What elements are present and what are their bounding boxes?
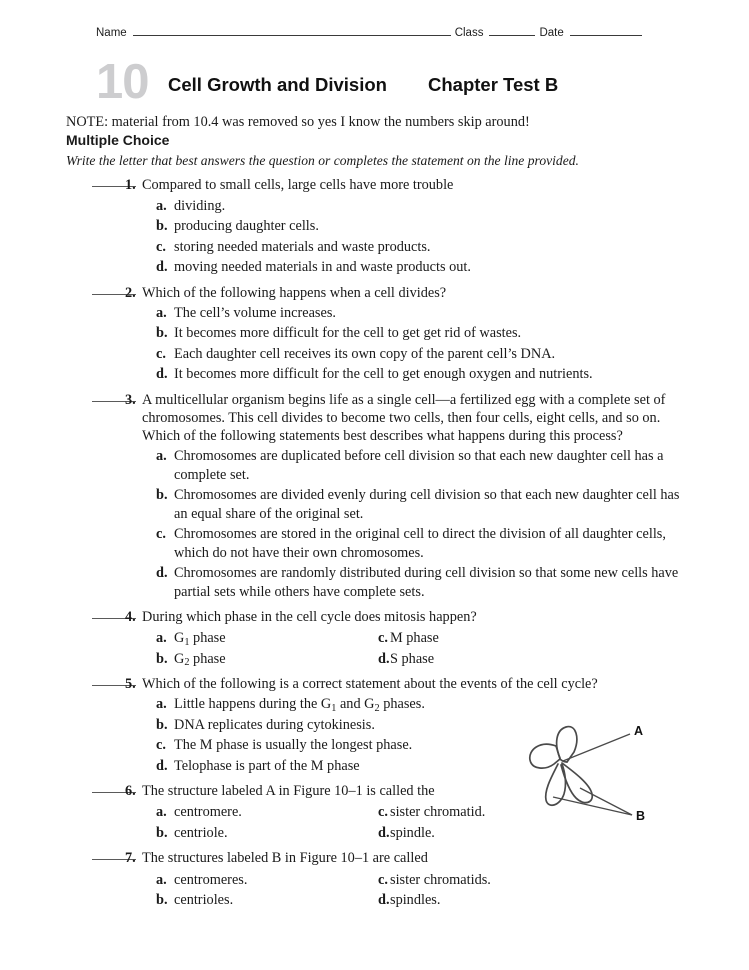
choice-list [142, 304, 682, 384]
choice-option[interactable] [378, 650, 682, 668]
choice-option[interactable] [142, 258, 682, 276]
choice-option[interactable] [142, 304, 682, 322]
choice-text: spindle. [390, 824, 435, 841]
choice-text: producing daughter cells. [174, 218, 319, 235]
subscript: 2 [374, 702, 380, 714]
chapter-number: 10 [96, 55, 149, 109]
choice-option[interactable] [142, 447, 682, 484]
choice-text: The cell’s volume increases. [174, 304, 336, 321]
choice-option[interactable] [142, 365, 682, 383]
question-stem: Which of the following is a correct statement about the events of the cell cycle? [142, 676, 598, 693]
question-item [66, 608, 682, 668]
choice-letter: c. [156, 238, 166, 255]
figure-label-b: B [636, 809, 646, 823]
question-number: 1. [125, 177, 136, 194]
choice-letter: c. [156, 526, 166, 543]
choice-text: centriole. [174, 824, 228, 841]
question-stem: Compared to small cells, large cells have more trouble [142, 177, 454, 194]
choice-option[interactable] [142, 650, 378, 668]
choice-option[interactable] [142, 803, 378, 821]
question-number: 7. [125, 850, 136, 867]
choice-letter: c. [378, 871, 388, 888]
figure-label-a: A [634, 724, 644, 738]
question-stem: The structure labeled A in Figure 10–1 is called the [142, 783, 435, 800]
question-item [66, 849, 682, 909]
choice-text: S phase [390, 650, 435, 667]
pointer-line-a [563, 734, 630, 761]
date-label: Date [539, 27, 564, 39]
choice-text: Telophase is part of the M phase [174, 757, 360, 774]
choice-text: $G_1$ phase [174, 630, 226, 648]
choice-option[interactable] [142, 629, 378, 647]
choice-text: It becomes more difficult for the cell to get enough oxygen and nutrients. [174, 366, 593, 383]
choice-text: dividing. [174, 197, 226, 214]
choice-text: Chromosomes are stored in the original cell to direct the division of all daughter cells, which do not have their own chromosomes. [174, 526, 666, 561]
choice-text: Chromosomes are randomly distributed during cell division so that some new cells have partial sets while others have complete sets. [174, 565, 679, 600]
question-stem: The structures labeled B in Figure 10–1 are called [142, 850, 428, 867]
choice-option[interactable] [142, 871, 378, 889]
choice-text: centromeres. [174, 871, 248, 888]
section-directions: Write the letter that best answers the question or completes the statement on the line provided. [66, 153, 579, 169]
choice-text: DNA replicates during cytokinesis. [174, 716, 375, 733]
choice-option[interactable] [142, 525, 682, 562]
author-note: NOTE: material from 10.4 was removed so yes I know the numbers skip around! [66, 114, 530, 130]
choice-option[interactable] [142, 238, 682, 256]
choice-letter: d. [156, 757, 168, 774]
choice-letter: d. [378, 650, 390, 667]
choice-text: spindles. [390, 892, 441, 909]
question-number: 5. [125, 676, 136, 693]
choice-option[interactable] [378, 891, 682, 909]
choice-letter: a. [156, 630, 167, 647]
choice-letter: d. [156, 259, 168, 276]
subscript: 1 [184, 636, 190, 648]
choice-option[interactable] [142, 695, 682, 713]
question-stem: During which phase in the cell cycle does mitosis happen? [142, 608, 477, 625]
choice-text: Chromosomes are duplicated before cell division so that each new daughter cell has a complete set. [174, 448, 664, 483]
choice-letter: d. [378, 824, 390, 841]
choice-letter: a. [156, 696, 167, 713]
choice-letter: a. [156, 448, 167, 465]
name-write-in-line[interactable] [133, 24, 451, 36]
question-number: 3. [125, 391, 136, 408]
choice-text: sister chromatids. [390, 871, 491, 888]
choice-list [142, 627, 682, 668]
choice-letter: d. [156, 366, 168, 383]
choice-option[interactable] [142, 564, 682, 601]
choice-letter: a. [156, 804, 167, 821]
choice-text: The M phase is usually the longest phase. [174, 737, 413, 754]
question-number: 4. [125, 608, 136, 625]
question-item [66, 176, 682, 276]
question-item [66, 284, 682, 384]
choice-text: storing needed materials and waste products. [174, 238, 431, 255]
question-number: 2. [125, 284, 136, 301]
choice-letter: c. [156, 737, 166, 754]
choice-option[interactable] [142, 217, 682, 235]
choice-letter: c. [378, 630, 388, 647]
choice-letter: b. [156, 892, 168, 909]
choice-letter: d. [156, 565, 168, 582]
choice-letter: b. [156, 487, 168, 504]
choice-letter: d. [378, 892, 390, 909]
choice-list [142, 197, 682, 277]
choice-option[interactable] [142, 486, 682, 523]
choice-letter: b. [156, 650, 168, 667]
choice-text: moving needed materials in and waste products out. [174, 259, 471, 276]
choice-text: Each daughter cell receives its own copy of the parent cell’s DNA. [174, 345, 556, 362]
question-stem: A multicellular organism begins life as a single cell—a fertilized egg with a complete set of chromosomes. This cell divides to become two cells, then four cells, eight cells, and so on. Which of the following statements best describes what happens during this process? [142, 391, 666, 445]
choice-option[interactable] [142, 197, 682, 215]
choice-option[interactable] [142, 345, 682, 363]
figure-10-1 [512, 714, 662, 832]
choice-letter: a. [156, 871, 167, 888]
choice-list [142, 869, 682, 910]
choice-letter: a. [156, 197, 167, 214]
choice-text: Little happens during the $G_1$ and $G_2$ phases. [174, 696, 425, 714]
choice-text: $G_2$ phase [174, 650, 226, 669]
section-heading: Multiple Choice [66, 132, 170, 149]
choice-option[interactable] [378, 871, 682, 889]
choice-option[interactable] [142, 891, 378, 909]
choice-letter: c. [156, 345, 166, 362]
choice-letter: c. [378, 804, 388, 821]
choice-letter: b. [156, 218, 168, 235]
question-item [66, 391, 682, 601]
choice-option[interactable] [378, 629, 682, 647]
test-label: Chapter Test B [428, 74, 559, 95]
choice-text: centromere. [174, 804, 242, 821]
choice-letter: a. [156, 304, 167, 321]
choice-text: centrioles. [174, 892, 234, 909]
choice-list [142, 447, 682, 601]
name-label: Name [96, 27, 127, 39]
title-band [96, 55, 656, 109]
choice-text: It becomes more difficult for the cell to get get rid of wastes. [174, 325, 522, 342]
subscript: 1 [331, 702, 337, 714]
choice-text: M phase [390, 630, 439, 647]
question-stem: Which of the following happens when a cell divides? [142, 284, 447, 301]
student-info-line [96, 24, 656, 39]
choice-option[interactable] [142, 824, 378, 842]
choice-text: Chromosomes are divided evenly during cell division so that each new daughter cell has an equal share of the original set. [174, 487, 680, 522]
choice-letter: b. [156, 325, 168, 342]
subscript: 2 [184, 657, 190, 669]
class-write-in-line[interactable] [489, 24, 535, 36]
class-label: Class [454, 27, 484, 39]
choice-letter: b. [156, 716, 168, 733]
question-number: 6. [125, 783, 136, 800]
choice-option[interactable] [142, 324, 682, 342]
date-write-in-line[interactable] [570, 24, 642, 36]
choice-letter: b. [156, 824, 168, 841]
chapter-title: Cell Growth and Division [168, 74, 387, 95]
choice-text: sister chromatid. [390, 804, 486, 821]
